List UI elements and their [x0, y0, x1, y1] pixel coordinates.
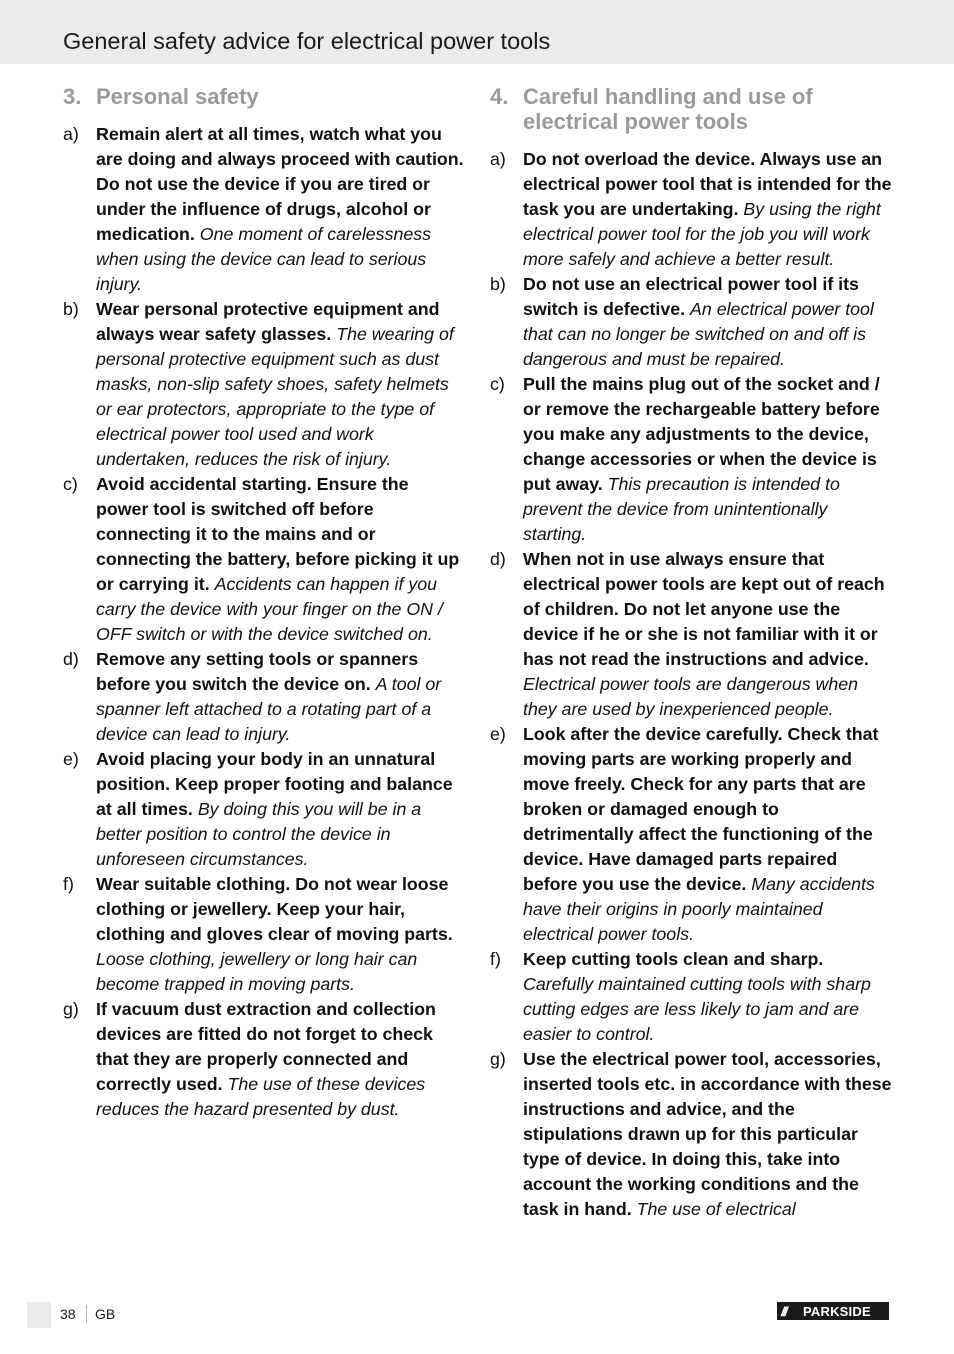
list-item [490, 272, 892, 372]
list-item [490, 1047, 892, 1222]
brand-name: PARKSIDE [803, 1303, 871, 1319]
item-letter: d) [490, 549, 506, 569]
item-letter: e) [490, 724, 506, 744]
item-text [523, 372, 892, 547]
item-instruction: Remove any setting tools or spanners before you switch the device on. [96, 649, 419, 694]
item-instruction: Wear personal protective equipment and always wear safety glasses. [96, 299, 440, 344]
item-explanation: The use of electrical [636, 1199, 796, 1219]
section-heading [63, 84, 465, 109]
item-instruction: Do not overload the device. Always use an electrical power tool that is intended for the task you are undertaking. [523, 149, 892, 219]
list-item [63, 997, 465, 1122]
item-instruction: Remain alert at all times, watch what you are doing and always proceed with caution. Do not use the device if you are tired or under the influence of drugs, alcohol or medication. [96, 124, 464, 244]
item-text [96, 747, 465, 872]
list-item [490, 147, 892, 272]
item-instruction: Avoid accidental starting. Ensure the power tool is switched off before connecting it to the mains and or connecting the battery, before picking it up or carrying it. [96, 474, 460, 594]
list-item [63, 747, 465, 872]
item-text [523, 547, 892, 722]
item-explanation: Many accidents have their origins in poorly maintained electrical power tools. [523, 874, 875, 944]
item-explanation: Loose clothing, jewellery or long hair can become trapped in moving parts. [96, 949, 418, 994]
item-instruction: Use the electrical power tool, accessories, inserted tools etc. in accordance with these instructions and advice, and the stipulations drawn up for this particular type of device. In doing this, take into account the working conditions and the task in hand. [523, 1049, 892, 1219]
section-number: 4. [490, 84, 509, 109]
list-item [63, 297, 465, 472]
brand-stripes-icon: /// [781, 1303, 786, 1319]
item-instruction: Look after the device carefully. Check that moving parts are working properly and move freely. Check for any parts that are broken or damaged enough to detrimentally affect the functioning of the device. Have damaged parts repaired before you use the device. [523, 724, 879, 894]
list-item [490, 947, 892, 1047]
item-explanation: By using the right electrical power tool for the job you will work more safely and achieve a better result. [523, 199, 881, 269]
item-letter: d) [63, 649, 79, 669]
item-letter: a) [490, 149, 506, 169]
item-text [523, 272, 892, 372]
list-item [63, 872, 465, 997]
item-letter: f) [63, 874, 74, 894]
item-letter: c) [63, 474, 78, 494]
item-instruction: Pull the mains plug out of the socket and / or remove the rechargeable battery before you make any adjustments to the device, change accessories or when the device is put away. [523, 374, 880, 494]
item-instruction: Keep cutting tools clean and sharp. [523, 949, 824, 969]
list-item [63, 647, 465, 747]
item-explanation: One moment of carelessness when using the device can lead to serious injury. [96, 224, 432, 294]
section-number: 3. [63, 84, 82, 109]
list-item [490, 547, 892, 722]
section-heading [490, 84, 892, 134]
item-letter: g) [63, 999, 79, 1019]
item-text [96, 647, 465, 747]
page-header [0, 0, 954, 64]
item-instruction: Do not use an electrical power tool if its switch is defective. [523, 274, 859, 319]
item-explanation: This precaution is intended to prevent the device from unintentionally starting. [523, 474, 840, 544]
item-instruction: If vacuum dust extraction and collection devices are fitted do not forget to check that they are properly connected and correctly used. [96, 999, 436, 1094]
item-explanation: The wearing of personal protective equipment such as dust masks, non-slip safety shoes, safety helmets or ear protectors, appropriate to the type of electrical power tool used and work undertaken, reduces the risk of injury. [96, 324, 454, 469]
item-text [523, 947, 892, 1047]
item-letter: f) [490, 949, 501, 969]
item-text [96, 297, 465, 472]
list-item [63, 122, 465, 297]
section-personal-safety [63, 84, 465, 1122]
item-explanation: Accidents can happen if you carry the device with your finger on the ON / OFF switch or with the device switched on. [96, 574, 443, 644]
item-text [96, 122, 465, 297]
item-instruction: When not in use always ensure that electrical power tools are kept out of reach of children. Do not let anyone use the device if he or she is not familiar with it or has not read the instructions and advice. [523, 549, 885, 669]
list-item [490, 722, 892, 947]
footer-divider [86, 1305, 87, 1323]
item-letter: b) [490, 274, 506, 294]
item-letter: e) [63, 749, 79, 769]
list-item [63, 472, 465, 647]
section-title: Personal safety [96, 84, 259, 109]
item-letter: c) [490, 374, 505, 394]
item-explanation: A tool or spanner left attached to a rotating part of a device can lead to injury. [96, 674, 442, 744]
parkside-logo [777, 1302, 889, 1320]
item-explanation: The use of these devices reduces the hazard presented by dust. [96, 1074, 426, 1119]
item-text [96, 872, 465, 997]
item-letter: a) [63, 124, 79, 144]
page-number: 38 [60, 1306, 76, 1322]
item-text [96, 997, 465, 1122]
item-instruction: Wear suitable clothing. Do not wear loose clothing or jewellery. Keep your hair, clothing and gloves clear of moving parts. [96, 874, 453, 944]
item-instruction: Avoid placing your body in an unnatural position. Keep proper footing and balance at all times. [96, 749, 453, 819]
item-text [523, 722, 892, 947]
item-letter: b) [63, 299, 79, 319]
page-title: General safety advice for electrical power tools [63, 28, 551, 54]
page-language: GB [95, 1306, 116, 1322]
item-explanation: Electrical power tools are dangerous when they are used by inexperienced people. [523, 674, 859, 719]
item-explanation: Carefully maintained cutting tools with sharp cutting edges are less likely to jam and are easier to control. [523, 974, 871, 1044]
item-explanation: An electrical power tool that can no longer be switched on and off is dangerous and must be repaired. [523, 299, 874, 369]
item-text [523, 147, 892, 272]
section-title: Careful handling and use of electrical power tools [523, 84, 813, 134]
item-letter: g) [490, 1049, 506, 1069]
item-text [523, 1047, 892, 1222]
footer-marker [27, 1302, 51, 1328]
item-text [96, 472, 465, 647]
item-explanation: By doing this you will be in a better position to control the device in unforeseen circumstances. [96, 799, 422, 869]
list-item [490, 372, 892, 547]
section-careful-handling [490, 84, 892, 1222]
